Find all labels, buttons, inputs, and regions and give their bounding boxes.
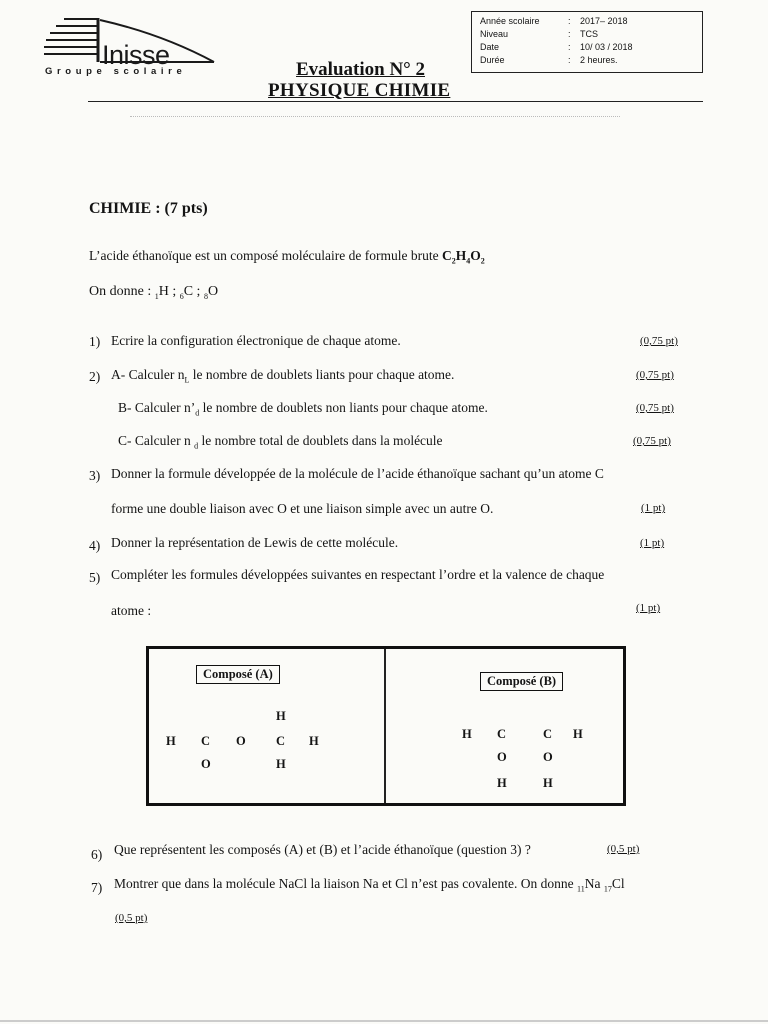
question-5-points: (1 pt) — [636, 602, 661, 614]
intro-text — [89, 248, 485, 266]
info-box: Année scolaire : 2017– 2018 Niveau : TCS Date : 10/ 03 / 2018 Durée : 2 heures. — [471, 11, 703, 73]
atom: H — [166, 734, 176, 748]
compound-b-label: Composé (B) — [480, 672, 563, 691]
question-2c-points: (0,75 pt) — [633, 435, 671, 447]
question-6-text: Que représentent les composés (A) et (B) et l’acide éthanoïque (question 3) ? — [114, 842, 531, 857]
question-2b-points: (0,75 pt) — [636, 402, 674, 414]
question-4-points: (1 pt) — [640, 537, 665, 549]
question-number: 3) — [89, 468, 101, 483]
compound-a-label: Composé (A) — [196, 665, 280, 684]
info-key: Date — [480, 42, 500, 52]
question-number: 1) — [89, 334, 101, 349]
atom: H — [543, 776, 553, 790]
atom: O — [543, 750, 553, 764]
question-number: 4) — [89, 538, 101, 553]
atom: H — [462, 727, 472, 741]
subject-title: PHYSIQUE CHIMIE — [268, 80, 451, 101]
given-label: On donne : — [89, 284, 155, 299]
question-number: 6) — [91, 847, 103, 862]
question-1-points: (0,75 pt) — [640, 335, 678, 347]
atom: O — [201, 757, 211, 771]
question-2a-text: A- Calculer $n_L$ le nombre de doublets liants pour chaque atome. — [111, 367, 455, 385]
question-2b-text: B- Calculer $n’_d$ le nombre de doublets non liants pour chaque atome. — [118, 400, 488, 418]
atom: C — [276, 734, 286, 748]
info-value: TCS — [580, 29, 598, 39]
atom: H — [309, 734, 319, 748]
question-5-line2: atome : — [111, 603, 152, 618]
atom: H — [276, 757, 286, 771]
section-heading: CHIMIE : (7 pts) — [89, 200, 208, 217]
compounds-table — [146, 646, 626, 806]
evaluation-title: Evaluation N° 2 — [296, 59, 426, 80]
info-value: 10/ 03 / 2018 — [580, 42, 633, 52]
atom: C — [201, 734, 211, 748]
question-7-points: (0,5 pt) — [115, 912, 148, 924]
header-divider — [88, 101, 703, 102]
given-atoms: On donne : $_1$H ; $_6$C ; $_8$O — [89, 284, 219, 301]
question-3-line1: Donner la formule développée de la molécule de l’acide éthanoïque sachant qu’un atome C — [111, 466, 604, 481]
info-key: Durée — [480, 55, 505, 65]
question-2a-points: (0,75 pt) — [636, 369, 674, 381]
atom: C — [543, 727, 553, 741]
atom: O — [497, 750, 507, 764]
info-value: 2 heures. — [580, 55, 618, 65]
atom: O — [236, 734, 246, 748]
question-number: 2) — [89, 369, 101, 384]
question-2c-text: C- Calculer n $_d$ le nombre total de doublets dans la molécule — [118, 433, 443, 451]
question-3-line2: forme une double liaison avec O et une liaison simple avec un autre O. — [111, 501, 494, 516]
atom: C — [497, 727, 507, 741]
question-3-points: (1 pt) — [641, 502, 666, 514]
logo-subtitle: Groupe scolaire — [45, 66, 187, 77]
atom: H — [276, 709, 286, 723]
page-bottom-edge — [0, 1020, 768, 1022]
school-logo — [42, 14, 217, 78]
question-6-points: (0,5 pt) — [607, 843, 640, 855]
info-value: 2017– 2018 — [580, 16, 628, 26]
info-key: Niveau — [480, 29, 509, 39]
atom: H — [573, 727, 583, 741]
table-divider — [384, 649, 386, 803]
question-number: 5) — [89, 570, 101, 585]
question-7-text: Montrer que dans la molécule NaCl la liaison Na et Cl n’est pas covalente. On donne $_{11}$Na $_{17}$Cl — [114, 876, 625, 894]
question-1-text: Ecrire la configuration électronique de chaque atome. — [111, 333, 401, 348]
logo-name: Inisse — [102, 40, 170, 70]
formula: $C_2H_4O_2$ — [442, 248, 485, 266]
question-4-text: Donner la représentation de Lewis de cette molécule. — [111, 535, 399, 550]
atom: H — [497, 776, 507, 790]
question-number: 7) — [91, 880, 103, 895]
scan-artifact-line — [130, 116, 620, 118]
intro-sentence: L’acide éthanoïque est un composé moléculaire de formule brute — [89, 248, 442, 263]
question-5-line1: Compléter les formules développées suivantes en respectant l’ordre et la valence de chaque — [111, 567, 605, 582]
info-key: Année scolaire — [480, 16, 540, 26]
